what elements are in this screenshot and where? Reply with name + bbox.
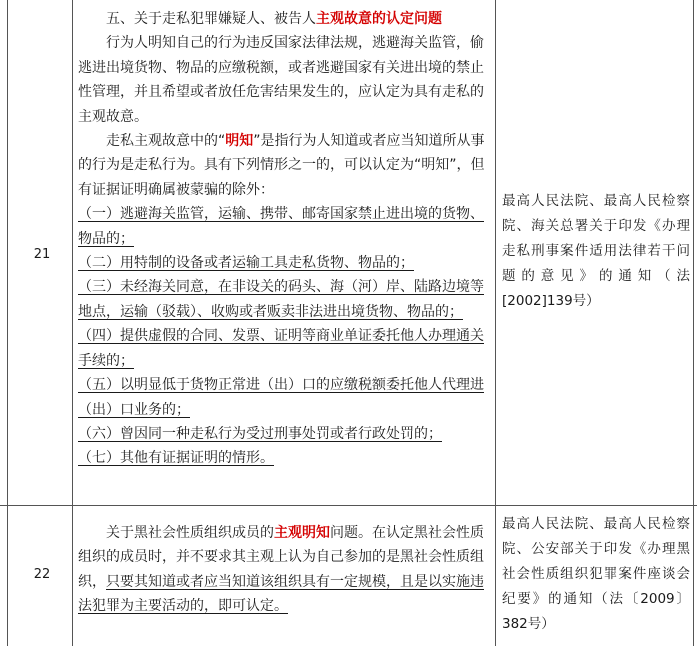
list-item: （六）曾因同一种走私行为受过刑事处罚或者行政处罚的； (78, 425, 442, 442)
paragraph (78, 521, 493, 619)
underlined-text: 只要其知道或者应当知道该组织具有一定规模，且是以实施违法犯罪为主要活动的，即可认定。 (78, 573, 484, 615)
row-divider (0, 505, 697, 506)
column-divider-2 (495, 0, 496, 646)
table-border-left (7, 0, 8, 646)
emphasis-zhuguan-mingzhi: 主观明知 (274, 525, 330, 541)
paragraph (78, 129, 493, 202)
row-number: 21 (33, 247, 51, 262)
paragraph-text: 走私主观故意中的“ (106, 133, 226, 150)
row-number: 22 (33, 567, 51, 582)
heading-emphasis: 主观故意的认定问题 (316, 11, 442, 27)
heading-text: 五、关于走私犯罪嫌疑人、被告人 (106, 11, 316, 27)
row-21-content (78, 7, 493, 471)
source-citation: 最高人民法院、最高人民检察院、公安部关于印发《办理黑社会性质组织犯罪案件座谈会纪要》的通知（法〔2009〕382号） (502, 516, 690, 632)
list-item: （一）逃避海关监管，运输、携带、邮寄国家禁止进出境的货物、物品的； (78, 206, 484, 247)
list-item: （四）提供虚假的合同、发票、证明等商业单证委托他人办理通关手续的； (78, 328, 484, 369)
list-item: （三）未经海关同意，在非设关的码头、海（河）岸、陆路边境等地点，运输（驳载）、收购或者贩卖非法进出境货物、物品的； (78, 279, 484, 320)
source-citation: 最高人民法院、最高人民检察院、海关总署关于印发《办理走私刑事案件适用法律若干问题的意见》的通知（法[2002]139号） (502, 193, 690, 309)
list-item: （二）用特制的设备或者运输工具走私货物、物品的； (78, 255, 414, 272)
paragraph-text: ”是指行为人知道或者应当知道所从事的行为是走私行为。具有下列情形之一的，可以认定为“明知”，但有证据证明确属被蒙骗的除外： (78, 133, 485, 198)
row-22-content (78, 521, 493, 619)
list-item: （五）以明显低于货物正常进（出）口的应缴税额委托他人代理进（出）口业务的； (78, 377, 484, 418)
table-border-right (693, 0, 694, 646)
emphasis-mingzhi: 明知 (225, 133, 254, 150)
list-item: （七）其他有证据证明的情形。 (78, 450, 274, 467)
paragraph-text: 关于黑社会性质组织成员的 (106, 525, 274, 541)
paragraph: 行为人明知自己的行为违反国家法律法规，逃避海关监管，偷逃进出境货物、物品的应缴税额，或者逃避国家有关进出境的禁止性管理，并且希望或者放任危害结果发生的，应认定为具有走私的主观故意。 (78, 35, 484, 125)
paragraph-text: 问题。在认定黑社会性质组织的成员时，并不要求其主观上认为自己参加的是黑社会性质组织， (78, 525, 484, 590)
section-heading (78, 7, 493, 31)
column-divider-1 (72, 0, 73, 646)
